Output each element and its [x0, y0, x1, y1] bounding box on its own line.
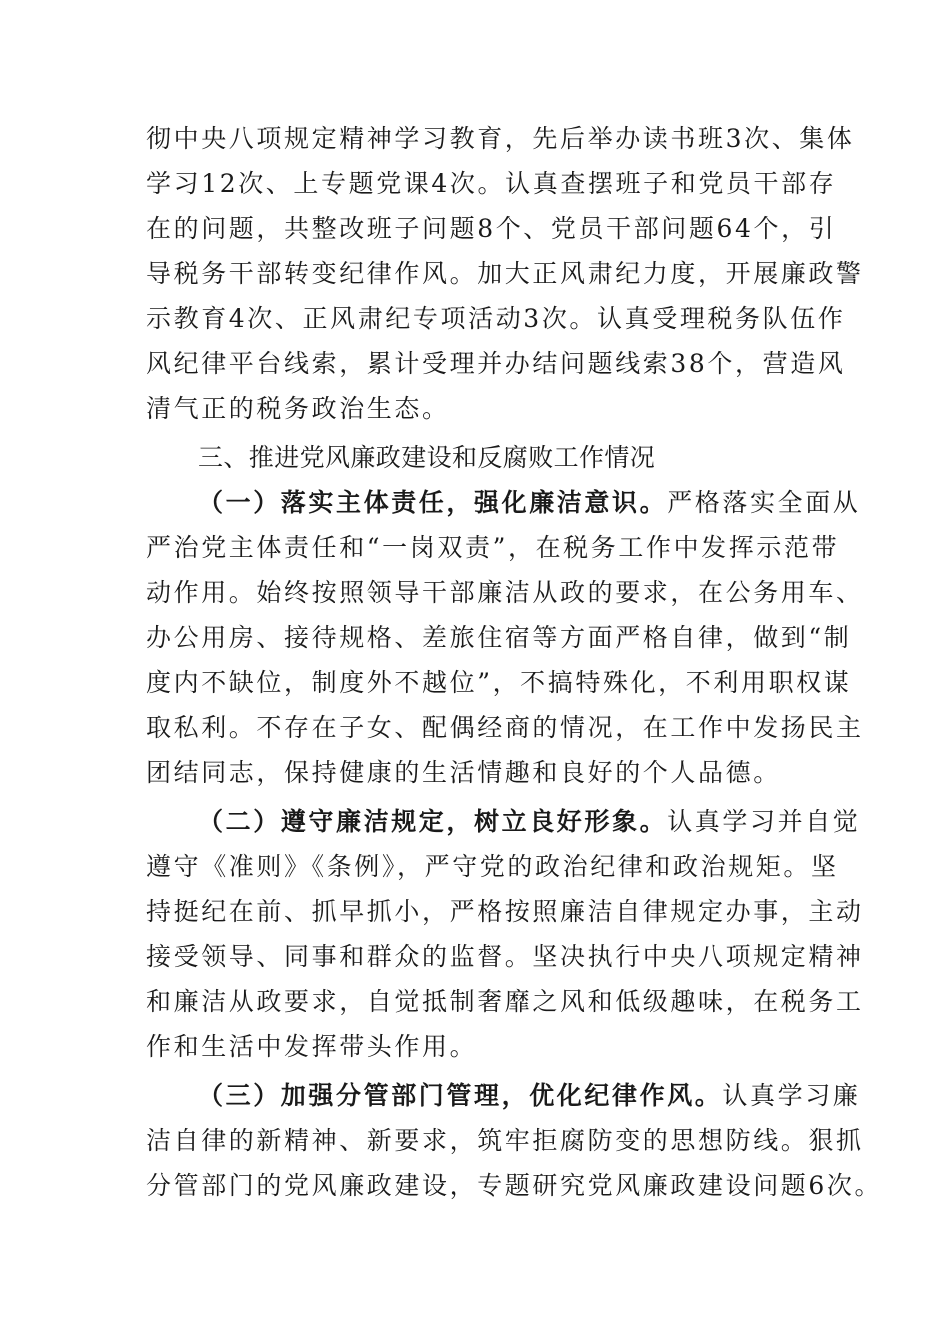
paragraph-3	[146, 1073, 883, 1208]
text-line: 取私利。不存在子女、配偶经商的情况，在工作中发扬民主	[146, 713, 864, 742]
text-line: 风纪律平台线索，累计受理并办结问题线索38个，营造风	[146, 349, 846, 378]
text-line: 洁自律的新精神、新要求，筑牢拒腐防变的思想防线。狠抓	[146, 1126, 864, 1155]
paragraph-lead-rest: 认真学习廉	[722, 1081, 861, 1110]
document-page	[146, 116, 883, 1208]
text-line: 动作用。始终按照领导干部廉洁从政的要求，在公务用车、	[146, 578, 864, 607]
text-line: 办公用房、接待规格、差旅住宿等方面严格自律，做到“制	[146, 623, 852, 652]
paragraph-first-line	[146, 480, 861, 525]
text-line: 导税务干部转变纪律作风。加大正风肃纪力度，开展廉政警	[146, 259, 864, 288]
text-line: 和廉洁从政要求，自觉抵制奢靡之风和低级趣味，在税务工	[146, 987, 864, 1016]
text-line: 示教育4次、正风肃纪专项活动3次。认真受理税务队伍作	[146, 304, 846, 333]
paragraph-lead-rest: 严格落实全面从	[667, 488, 861, 517]
text-line: 接受领导、同事和群众的监督。坚决执行中央八项规定精神	[146, 942, 864, 971]
paragraph-first-line	[146, 799, 861, 844]
text-line: 遵守《准则》《条例》，严守党的政治纪律和政治规矩。坚	[146, 852, 839, 881]
text-line: 作和生活中发挥带头作用。	[146, 1032, 478, 1061]
text-line: 持挺纪在前、抓早抓小，严格按照廉洁自律规定办事，主动	[146, 897, 864, 926]
paragraph-lead: （二）遵守廉洁规定，树立良好形象。	[198, 807, 668, 836]
paragraph-2	[146, 799, 864, 1069]
text-line: 严治党主体责任和“一岗双责”，在税务工作中发挥示范带	[146, 533, 840, 562]
section-heading: 三、推进党风廉政建设和反腐败工作情况	[198, 443, 656, 472]
paragraph-top	[146, 116, 864, 431]
text-line: 在的问题，共整改班子问题8个、党员干部问题64个，引	[146, 214, 837, 243]
text-line: 彻中央八项规定精神学习教育，先后举办读书班3次、集体	[146, 124, 855, 153]
paragraph-first-line	[146, 1073, 861, 1118]
paragraph-lead: （三）加强分管部门管理，优化纪律作风。	[198, 1081, 723, 1110]
paragraph-lead-rest: 认真学习并自觉	[667, 807, 861, 836]
text-line: 学习12次、上专题党课4次。认真查摆班子和党员干部存	[146, 169, 837, 198]
text-line: 分管部门的党风廉政建设，专题研究党风廉政建设问题6次。	[146, 1171, 883, 1200]
text-line: 清气正的税务政治生态。	[146, 394, 450, 423]
paragraph-1	[146, 480, 864, 795]
text-line: 度内不缺位，制度外不越位”，不搞特殊化，不利用职权谋	[146, 668, 852, 697]
text-line: 团结同志，保持健康的生活情趣和良好的个人品德。	[146, 758, 781, 787]
paragraph-lead: （一）落实主体责任，强化廉洁意识。	[198, 488, 668, 517]
